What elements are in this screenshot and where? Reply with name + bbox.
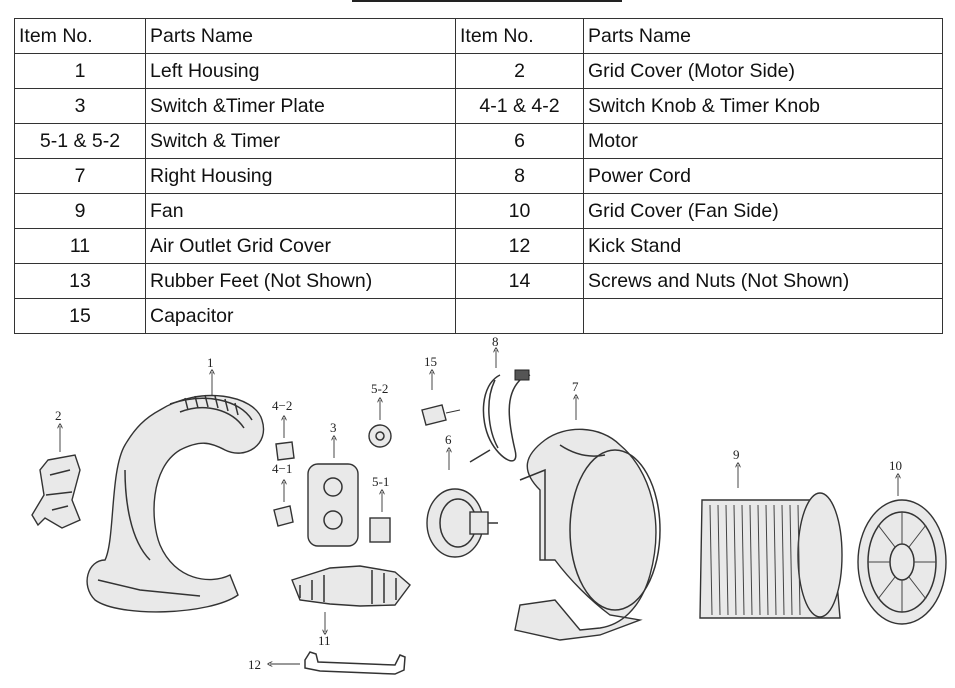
item-no-cell: 10 [456, 194, 584, 229]
parts-name-cell: Fan [146, 194, 456, 229]
timer-knob-part [272, 398, 294, 460]
parts-name-cell: Grid Cover (Fan Side) [584, 194, 943, 229]
header-parts-name-2: Parts Name [584, 19, 943, 54]
label-10: 10 [889, 458, 902, 473]
label-5-2: 5-2 [371, 381, 389, 396]
grid-cover-fan-side-part [858, 458, 946, 624]
parts-name-cell: Right Housing [146, 159, 456, 194]
parts-name-cell: Rubber Feet (Not Shown) [146, 264, 456, 299]
item-no-cell [456, 299, 584, 334]
parts-name-cell: Screws and Nuts (Not Shown) [584, 264, 943, 299]
label-1: 1 [207, 355, 214, 370]
item-no-cell: 13 [15, 264, 146, 299]
table-row [15, 159, 943, 194]
top-rule [352, 0, 622, 2]
item-no-cell: 1 [15, 54, 146, 89]
kick-stand-part [248, 652, 405, 674]
air-outlet-grid-cover-part [292, 566, 410, 648]
table-row [15, 89, 943, 124]
item-no-cell: 11 [15, 229, 146, 264]
capacitor-part [422, 354, 460, 425]
right-housing-part [515, 379, 660, 640]
item-no-cell: 7 [15, 159, 146, 194]
item-no-cell: 9 [15, 194, 146, 229]
parts-name-cell: Switch & Timer [146, 124, 456, 159]
item-no-cell: 12 [456, 229, 584, 264]
parts-name-cell: Left Housing [146, 54, 456, 89]
parts-name-cell: Switch &Timer Plate [146, 89, 456, 124]
power-cord-part [470, 334, 530, 462]
table-row [15, 54, 943, 89]
table-row [15, 264, 943, 299]
fan-part [700, 447, 842, 618]
item-no-cell: 3 [15, 89, 146, 124]
label-4-2: 4−2 [272, 398, 293, 413]
header-item-no-2: Item No. [456, 19, 584, 54]
table-row [15, 124, 943, 159]
parts-table [14, 18, 943, 334]
exploded-parts-diagram [0, 330, 955, 688]
timer-part [369, 381, 391, 447]
parts-name-cell: Switch Knob & Timer Knob [584, 89, 943, 124]
parts-name-cell: Grid Cover (Motor Side) [584, 54, 943, 89]
label-11: 11 [318, 633, 331, 648]
switch-timer-plate-part [308, 420, 358, 546]
item-no-cell: 2 [456, 54, 584, 89]
header-item-no-1: Item No. [15, 19, 146, 54]
header-parts-name-1: Parts Name [146, 19, 456, 54]
switch-part [370, 474, 390, 542]
item-no-cell: 6 [456, 124, 584, 159]
parts-name-cell: Motor [584, 124, 943, 159]
parts-name-cell: Power Cord [584, 159, 943, 194]
parts-name-cell [584, 299, 943, 334]
label-2: 2 [55, 408, 62, 423]
parts-name-cell: Capacitor [146, 299, 456, 334]
left-housing-part [87, 355, 263, 612]
grid-cover-motor-side-part [32, 408, 80, 528]
item-no-cell: 5-1 & 5-2 [15, 124, 146, 159]
label-12: 12 [248, 657, 261, 672]
parts-name-cell: Kick Stand [584, 229, 943, 264]
label-9: 9 [733, 447, 740, 462]
switch-knob-part [272, 461, 293, 526]
parts-name-cell: Air Outlet Grid Cover [146, 229, 456, 264]
label-5-1: 5-1 [372, 474, 390, 489]
label-3: 3 [330, 420, 337, 435]
label-6: 6 [445, 432, 452, 447]
label-7: 7 [572, 379, 579, 394]
label-15: 15 [424, 354, 437, 369]
label-8: 8 [492, 334, 499, 349]
table-header-row [15, 19, 943, 54]
label-4-1: 4−1 [272, 461, 293, 476]
item-no-cell: 15 [15, 299, 146, 334]
item-no-cell: 14 [456, 264, 584, 299]
table-row [15, 299, 943, 334]
item-no-cell: 8 [456, 159, 584, 194]
table-row [15, 194, 943, 229]
table-row [15, 229, 943, 264]
item-no-cell: 4-1 & 4-2 [456, 89, 584, 124]
